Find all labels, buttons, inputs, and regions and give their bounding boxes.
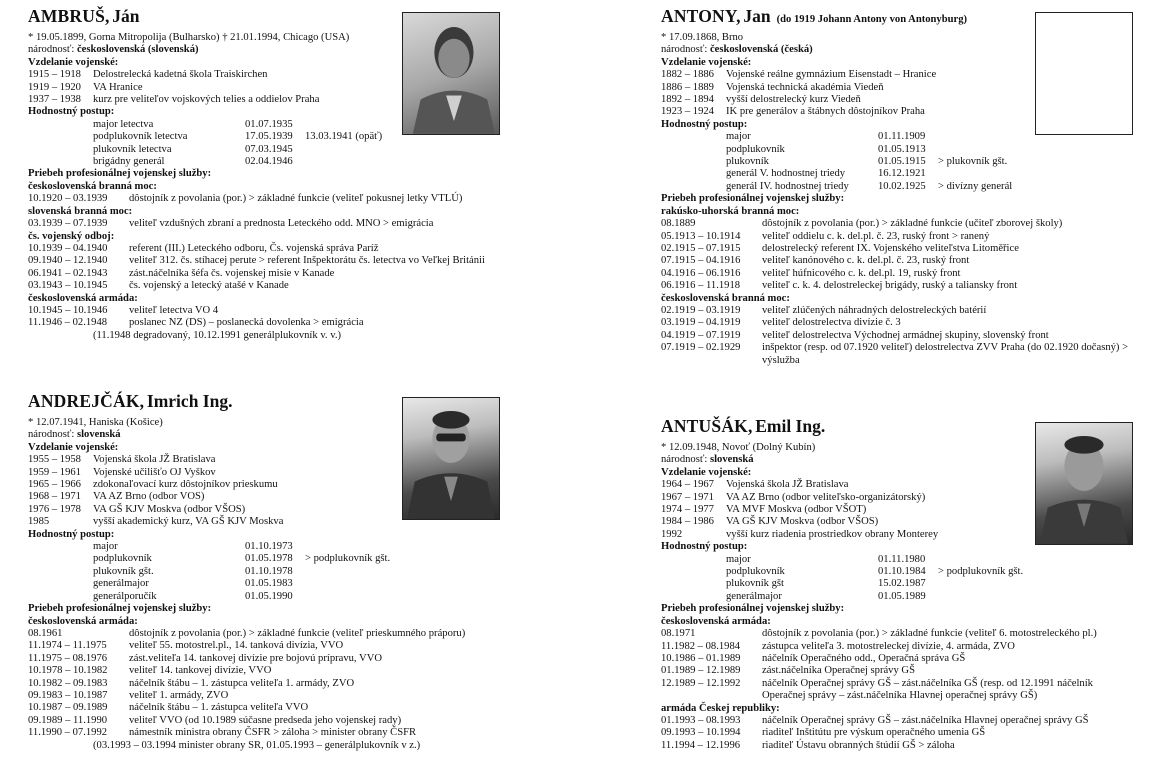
service-dates: 02.1919 – 03.1919 — [661, 304, 741, 316]
service-dates: 10.1945 – 10.1946 — [28, 304, 108, 316]
education-row — [661, 516, 1136, 528]
education-dates: 1915 – 1918 — [28, 69, 81, 81]
service-row — [28, 243, 498, 255]
service-group-heading: československá branná moc: — [28, 180, 157, 192]
given-name: Ján — [112, 6, 140, 26]
rank-row — [28, 156, 498, 168]
education-row — [661, 504, 1136, 516]
service-text: veliteľ VVO (od 10.1989 súčasne predseda jeho vojenskej rady) — [129, 714, 402, 726]
education-heading: Vzdelanie vojenské: — [661, 56, 752, 68]
service-row — [28, 305, 498, 317]
surname: AMBRUŠ, — [28, 6, 110, 26]
education-dates: 1882 – 1886 — [661, 69, 714, 81]
rank-name: podplukovník — [726, 566, 785, 578]
education-dates: 1974 – 1977 — [661, 504, 714, 516]
birth-info: * 12.07.1941, Haniska (Košice) — [28, 417, 163, 428]
nationality — [661, 44, 1136, 56]
education-row — [28, 504, 498, 516]
service-row — [661, 231, 1136, 243]
surname: ANTUŠÁK, — [661, 416, 753, 436]
service-group-heading: slovenská branná moc: — [28, 205, 133, 217]
education-dates: 1923 – 1924 — [661, 106, 714, 118]
service-dates: 10.1982 – 09.1983 — [28, 677, 108, 689]
rank-row — [28, 553, 498, 565]
service-dates: 04.1919 – 07.1919 — [661, 329, 741, 341]
education-text: zdokonaľovací kurz dôstojníkov prieskumu — [93, 479, 278, 491]
service-group-heading: rakúsko-uhorská branná moc: — [661, 205, 800, 217]
entry-ambrus — [28, 6, 498, 342]
service-text: zást.veliteľa 14. tankovej divízie pre bojovú prípravu, VVO — [129, 652, 382, 664]
education-text: Vojenská škola JŽ Bratislava — [726, 479, 849, 491]
rank-date: 07.03.1945 — [245, 143, 293, 155]
nationality-value: slovenská — [76, 429, 121, 441]
service-dates: 09.1983 – 10.1987 — [28, 689, 108, 701]
rank-row — [661, 144, 1136, 156]
person-name — [661, 6, 1136, 32]
rank-name: plukovník letectva — [93, 143, 172, 155]
service-dates: 11.1994 – 12.1996 — [661, 739, 741, 751]
service-dates: 09.1989 – 11.1990 — [28, 714, 108, 726]
service-row — [661, 330, 1136, 342]
service-dates: 08.1971 — [661, 628, 696, 640]
education-row — [661, 529, 1136, 541]
rank-date: 10.02.1925 — [878, 180, 926, 192]
service-row — [28, 280, 498, 292]
education-text: Vojenská technická akadémia Viedeň — [726, 81, 884, 93]
education-row — [28, 467, 498, 479]
education-text: kurz pre veliteľov vojskových telies a oddielov Praha — [93, 94, 320, 106]
service-dates: 07.1919 – 02.1929 — [661, 342, 741, 354]
service-text: veliteľ vzdušných zbraní a prednosta Leteckého odd. MNO > emigrácia — [129, 218, 434, 230]
rank-name: generálporučík — [93, 590, 157, 602]
service-text: dôstojník z povolania (por.) > základné funkcie (veliteľ pokusnej letky VTLÚ) — [129, 193, 463, 205]
given-name: Imrich Ing. — [146, 391, 233, 411]
rank-row — [28, 119, 498, 131]
service-dates: 06.1916 – 11.1918 — [661, 280, 741, 292]
rank-name: plukovník — [726, 156, 769, 168]
education-heading: Vzdelanie vojenské: — [661, 466, 752, 478]
service-group-heading: armáda Českej republiky: — [661, 702, 780, 714]
education-text: vyšší akademický kurz, VA GŠ KJV Moskva — [93, 516, 284, 528]
service-text: veliteľ letectva VO 4 — [129, 304, 219, 316]
service-row — [28, 640, 498, 652]
service-row — [28, 678, 498, 690]
rank-name: podplukovník — [93, 553, 152, 565]
service-row — [28, 727, 498, 739]
rank-name: plukovník gšt. — [93, 565, 154, 577]
rank-name: generálmajor — [726, 590, 782, 602]
service-dates: 03.1919 – 04.1919 — [661, 317, 741, 329]
service-text: dôstojník z povolania (por.) > základné funkcie (učiteľ zborovej školy) — [762, 218, 1063, 230]
birth-info: * 17.09.1868, Brno — [661, 32, 744, 43]
service-text: veliteľ 312. čs. stíhacej perute > referent Inšpektorátu čs. letectva vo Veľkej Británii — [129, 255, 485, 267]
service-row — [661, 727, 1136, 739]
service-group-heading: československá branná moc: — [661, 292, 790, 304]
education-text: Vojenské reálne gymnázium Eisenstadt – Hranice — [726, 69, 937, 81]
education-heading: Vzdelanie vojenské: — [28, 441, 119, 453]
rank-row — [661, 181, 1136, 193]
service-row — [661, 628, 1136, 640]
service-dates: 08.1961 — [28, 627, 63, 639]
education-row — [28, 94, 498, 106]
nationality-label: národnosť: — [28, 429, 77, 441]
education-dates: 1985 — [28, 516, 50, 528]
service-row — [661, 740, 1136, 752]
education-text: vyšší kurz riadenia prostriedkov obrany Monterey — [726, 528, 939, 540]
rank-row — [28, 578, 498, 590]
service-group-heading: čs. vojenský odboj: — [28, 230, 115, 242]
service-row — [28, 317, 498, 329]
rank-row — [28, 131, 498, 143]
service-dates: 11.1975 – 08.1976 — [28, 652, 108, 664]
service-text: náčelník Operačnej správy GŠ – zást.náčelníka Hlavnej operačnej správy GŠ — [762, 714, 1089, 726]
entry-andrejcak — [28, 391, 498, 752]
service-text: riaditeľ Inštitútu pre výskum operačného umenia GŠ — [762, 727, 986, 739]
education-text: VA MVF Moskva (odbor VŠOT) — [726, 504, 867, 516]
education-dates: 1968 – 1971 — [28, 491, 81, 503]
education-heading: Vzdelanie vojenské: — [28, 56, 119, 68]
service-row — [661, 218, 1136, 230]
education-dates: 1892 – 1894 — [661, 94, 714, 106]
service-text: delostrelecký referent IX. Vojenského veliteľstva Litoměřice — [762, 242, 1019, 254]
service-text: dôstojník z povolania (por.) > základné funkcie (veliteľ prieskumného práporu) — [129, 627, 466, 639]
service-text: zást.náčelníka šéfa čs. vojenskej misie v Kanade — [129, 267, 335, 279]
service-row — [661, 665, 1136, 677]
birth-info: * 19.05.1899, Gorna Mitropolija (Bulharsko) † 21.01.1994, Chicago (USA) — [28, 32, 350, 43]
rank-date: 02.04.1946 — [245, 156, 293, 168]
education-row — [661, 492, 1136, 504]
education-dates: 1967 – 1971 — [661, 491, 714, 503]
rank-name: generálmajor — [93, 578, 149, 590]
education-text: VA GŠ KJV Moskva (odbor VŠOS) — [93, 503, 246, 515]
nationality-label: národnosť: — [661, 44, 710, 56]
education-text: VA Hranice — [93, 81, 143, 93]
service-text: náčelník Operačnej správy GŠ – zást.náčelníka GŠ (resp. od 12.1991 náčelník Operačnej správy – zást.náčelníka Hlavnej operačnej správy GŠ) — [762, 677, 1093, 702]
service-dates: 10.1939 – 04.1940 — [28, 242, 108, 254]
education-row — [28, 69, 498, 81]
rank-name: podplukovník — [726, 143, 785, 155]
service-dates: 11.1982 – 08.1984 — [661, 640, 741, 652]
rank-date: 01.05.1913 — [878, 143, 926, 155]
education-dates: 1965 – 1966 — [28, 479, 81, 491]
service-group-heading: československá armáda: — [28, 292, 138, 304]
service-text: čs. vojenský a letecký atašé v Kanade — [129, 280, 289, 292]
rank-name: brigádny generál — [93, 156, 165, 168]
surname: ANTONY, — [661, 6, 741, 26]
entry-antony — [661, 6, 1136, 367]
rank-row — [28, 591, 498, 603]
service-dates: 10.1978 – 10.1982 — [28, 665, 108, 677]
service-row — [661, 268, 1136, 280]
service-text: veliteľ kanónového c. k. del.pl. č. 23, ruský front — [762, 255, 970, 267]
service-heading: Priebeh profesionálnej vojenskej služby: — [28, 603, 212, 615]
service-text: veliteľ oddielu c. k. del.pl. č. 23, ruský front > ranený — [762, 230, 990, 242]
service-heading: Priebeh profesionálnej vojenskej služby: — [661, 193, 845, 205]
nationality — [661, 454, 1136, 466]
service-text: náčelník Operačného odd., Operačná správa GŠ — [762, 652, 966, 664]
service-row — [661, 255, 1136, 267]
ranks-heading: Hodnostný postup: — [661, 118, 748, 130]
service-dates: 08.1889 — [661, 218, 696, 230]
education-dates: 1976 – 1978 — [28, 503, 81, 515]
service-row — [28, 255, 498, 267]
education-dates: 1964 – 1967 — [661, 479, 714, 491]
rank-row — [661, 578, 1136, 590]
service-row — [661, 317, 1136, 329]
rank-note: 13.03.1941 (opäť) — [305, 131, 383, 143]
rank-name: major — [726, 553, 751, 565]
nationality-value: slovenská — [709, 454, 754, 466]
rank-date: 01.10.1978 — [245, 565, 293, 577]
education-text: VA AZ Brno (odbor veliteľsko-organizátorský) — [726, 491, 926, 503]
service-dates: 12.1989 – 12.1992 — [661, 677, 741, 689]
rank-row — [661, 156, 1136, 168]
service-text: dôstojník z povolania (por.) > základné funkcie (veliteľ 6. motostreleckého pl.) — [762, 628, 1097, 640]
rank-date: 01.07.1935 — [245, 118, 293, 130]
service-row — [661, 342, 1136, 367]
service-row — [28, 702, 498, 714]
given-name: Jan — [743, 6, 771, 26]
rank-date: 16.12.1921 — [878, 168, 926, 180]
rank-date: 01.11.1980 — [878, 553, 926, 565]
education-dates: 1886 – 1889 — [661, 81, 714, 93]
education-dates: 1937 – 1938 — [28, 94, 81, 106]
rank-date: 01.10.1984 — [878, 566, 926, 578]
service-text: veliteľ c. k. 4. delostreleckej brigády, ruský a taliansky front — [762, 280, 1018, 292]
service-text: referent (III.) Leteckého odboru, Čs. vojenská správa Paríž — [129, 242, 379, 254]
rank-date: 01.10.1973 — [245, 541, 293, 553]
rank-row — [661, 554, 1136, 566]
person-name — [28, 391, 498, 417]
rank-row — [661, 566, 1136, 578]
nationality-value: československá (česká) — [709, 44, 813, 56]
rank-name: major — [726, 131, 751, 143]
rank-date: 01.05.1915 — [878, 156, 926, 168]
service-text: riaditeľ Ústavu obranných štúdií GŠ > záloha — [762, 739, 955, 751]
education-dates: 1992 — [661, 528, 683, 540]
service-row — [661, 641, 1136, 653]
service-text: veliteľ 1. armády, ZVO — [129, 689, 229, 701]
rank-date: 15.02.1987 — [878, 578, 926, 590]
service-text: náčelník štábu – 1. zástupca veliteľa VVO — [129, 702, 309, 714]
education-row — [28, 516, 498, 528]
service-row — [28, 715, 498, 727]
education-text: Vojenské učilišťo OJ Vyškov — [93, 466, 216, 478]
service-dates: 07.1915 – 04.1916 — [661, 255, 741, 267]
education-row — [28, 491, 498, 503]
service-text: veliteľ delostrelectva Východnej armádnej skupiny, slovenský front — [762, 329, 1049, 341]
education-text: VA GŠ KJV Moskva (odbor VŠOS) — [726, 516, 879, 528]
service-row — [28, 218, 498, 230]
nationality-label: národnosť: — [28, 44, 77, 56]
service-text: inšpektor (resp. od 07.1920 veliteľ) delostrelectva ZVV Praha (do 02.1920 dočasný) > výslužba — [762, 342, 1129, 366]
service-dates: 10.1920 – 03.1939 — [28, 193, 108, 205]
service-text: náčelník štábu – 1. zástupca veliteľa 1. armády, ZVO — [129, 677, 355, 689]
service-text: poslanec NZ (DS) – poslanecká dovolenka > emigrácia — [129, 317, 364, 329]
education-row — [661, 479, 1136, 491]
service-dates: 03.1943 – 10.1945 — [28, 280, 108, 292]
service-text: veliteľ zlúčených náhradných delostreleckých batérií — [762, 304, 987, 316]
nationality-label: národnosť: — [661, 454, 710, 466]
education-row — [28, 82, 498, 94]
rank-name: generál V. hodnostnej triedy — [726, 168, 846, 180]
nationality — [28, 44, 498, 56]
rank-note: > podplukovník gšt. — [305, 553, 391, 565]
service-dates: 11.1974 – 11.1975 — [28, 640, 107, 652]
rank-row — [28, 144, 498, 156]
education-row — [28, 479, 498, 491]
ranks-heading: Hodnostný postup: — [28, 106, 115, 118]
rank-date: 17.05.1939 — [245, 131, 293, 143]
service-row — [28, 193, 498, 205]
service-text: veliteľ 14. tankovej divízie, VVO — [129, 665, 272, 677]
rank-row — [661, 591, 1136, 603]
service-row — [28, 628, 498, 640]
rank-name: major letectva — [93, 118, 154, 130]
service-dates: 10.1986 – 01.1989 — [661, 652, 741, 664]
service-text: veliteľ húfnicového c. k. del.pl. 19, ruský front — [762, 267, 961, 279]
education-text: VA AZ Brno (odbor VOS) — [93, 491, 205, 503]
surname: ANDREJČÁK, — [28, 391, 145, 411]
birth-info: * 12.09.1948, Novoť (Dolný Kubín) — [661, 442, 816, 453]
service-row — [28, 268, 498, 280]
service-row — [661, 243, 1136, 255]
service-dates: 04.1916 – 06.1916 — [661, 267, 741, 279]
service-row — [661, 305, 1136, 317]
closing-note: (03.1993 – 03.1994 minister obrany SR, 01.05.1993 – generálplukovník v z.) — [93, 739, 421, 751]
service-dates: 09.1993 – 10.1994 — [661, 727, 741, 739]
service-row — [28, 665, 498, 677]
service-text: námestník ministra obrany ČSFR > záloha > minister obrany ČSFR — [129, 727, 417, 739]
service-row — [28, 690, 498, 702]
education-row — [661, 82, 1136, 94]
service-dates: 05.1913 – 10.1914 — [661, 230, 741, 242]
service-dates: 09.1940 – 12.1940 — [28, 255, 108, 267]
service-row — [661, 280, 1136, 292]
service-group-heading: československá armáda: — [661, 615, 771, 627]
education-dates: 1984 – 1986 — [661, 516, 714, 528]
service-dates: 10.1987 – 09.1989 — [28, 702, 108, 714]
education-text: IK pre generálov a štábnych dôstojníkov Praha — [726, 106, 925, 118]
rank-date: 01.05.1983 — [245, 578, 293, 590]
rank-name: plukovník gšt — [726, 578, 784, 590]
education-text: vyšší delostrelecký kurz Viedeň — [726, 94, 861, 106]
education-dates: 1955 – 1958 — [28, 454, 81, 466]
rank-note: > podplukovník gšt. — [938, 566, 1024, 578]
education-row — [661, 94, 1136, 106]
service-row — [661, 653, 1136, 665]
rank-note: > divízny generál — [938, 180, 1013, 192]
education-text: Delostrelecká kadetná škola Traiskirchen — [93, 69, 268, 81]
education-row — [661, 106, 1136, 118]
rank-row — [661, 168, 1136, 180]
education-dates: 1959 – 1961 — [28, 466, 81, 478]
service-heading: Priebeh profesionálnej vojenskej služby: — [28, 168, 212, 180]
service-dates: 06.1941 – 02.1943 — [28, 267, 108, 279]
closing-note: (11.1948 degradovaný, 10.12.1991 generálplukovník v. v.) — [93, 329, 342, 341]
person-name — [661, 416, 1136, 442]
service-text: zástupca veliteľa 3. motostreleckej divízie, 4. armáda, ZVO — [762, 640, 1015, 652]
service-heading: Priebeh profesionálnej vojenskej služby: — [661, 603, 845, 615]
rank-row — [28, 566, 498, 578]
rank-row — [28, 541, 498, 553]
education-row — [28, 454, 498, 466]
service-dates: 01.1989 – 12.1989 — [661, 665, 741, 677]
nationality — [28, 429, 498, 441]
rank-date: 01.05.1990 — [245, 590, 293, 602]
rank-name: generál IV. hodnostnej triedy — [726, 180, 849, 192]
service-row — [661, 715, 1136, 727]
education-dates: 1919 – 1920 — [28, 81, 81, 93]
education-text: Vojenská škola JŽ Bratislava — [93, 454, 216, 466]
service-group-heading: československá armáda: — [28, 615, 138, 627]
service-dates: 03.1939 – 07.1939 — [28, 218, 108, 230]
education-row — [661, 69, 1136, 81]
service-row — [28, 653, 498, 665]
service-text: zást.náčelníka Operačnej správy GŠ — [762, 665, 915, 677]
given-name: Emil Ing. — [755, 416, 826, 436]
service-row — [661, 678, 1136, 703]
entry-antusak — [661, 416, 1136, 752]
ranks-heading: Hodnostný postup: — [661, 541, 748, 553]
service-dates: 11.1990 – 07.1992 — [28, 727, 108, 739]
rank-name: podplukovník letectva — [93, 131, 188, 143]
rank-date: 01.11.1909 — [878, 131, 926, 143]
service-text: veliteľ delostrelectva divízie č. 3 — [762, 317, 901, 329]
service-dates: 11.1946 – 02.1948 — [28, 317, 108, 329]
service-dates: 02.1915 – 07.1915 — [661, 242, 741, 254]
service-text: veliteľ 55. motostrel.pl., 14. tanková divízia, VVO — [129, 640, 344, 652]
ranks-heading: Hodnostný postup: — [28, 528, 115, 540]
rank-date: 01.05.1978 — [245, 553, 293, 565]
rank-date: 01.05.1989 — [878, 590, 926, 602]
name-note: (do 1919 Johann Antony von Antonyburg) — [776, 14, 968, 25]
service-dates: 01.1993 – 08.1993 — [661, 714, 741, 726]
person-name — [28, 6, 498, 32]
rank-name: major — [93, 541, 118, 553]
rank-row — [661, 131, 1136, 143]
nationality-value: československá (slovenská) — [76, 44, 199, 56]
rank-note: > plukovník gšt. — [938, 156, 1008, 168]
